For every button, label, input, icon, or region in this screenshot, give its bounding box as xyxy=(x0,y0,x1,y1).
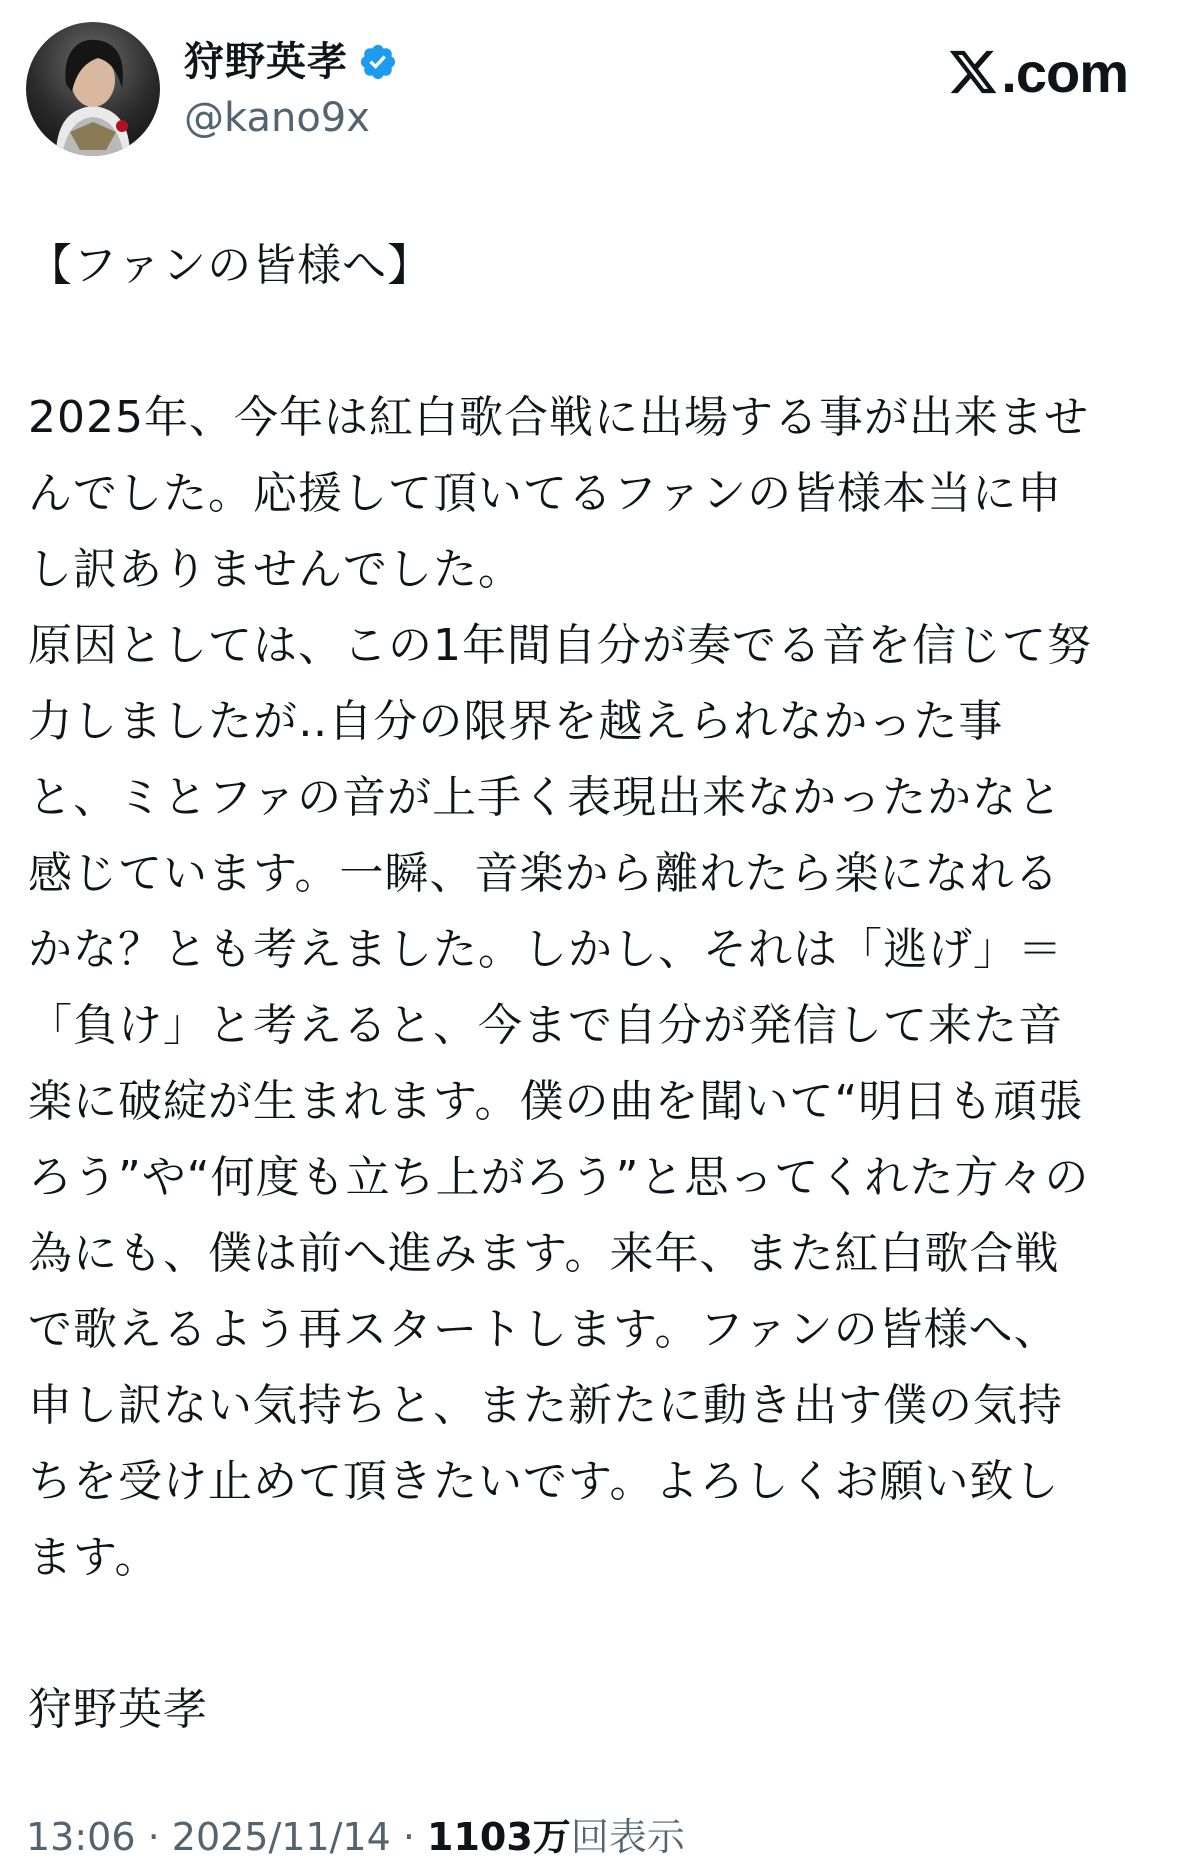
views-count: 1103万 xyxy=(427,1815,571,1859)
avatar-portrait-icon xyxy=(26,22,160,156)
post-body xyxy=(28,228,1158,1748)
verified-badge-icon xyxy=(358,42,398,82)
author-display-name[interactable]: 狩野英孝 xyxy=(184,39,348,85)
author-handle[interactable]: @kano9x xyxy=(184,95,370,141)
post-heading: 【ファンの皆様へ】 xyxy=(28,240,433,291)
meta-separator: · xyxy=(390,1815,428,1859)
post-line: 申し訳ない気持ちと、また新たに動き出す僕の気持 xyxy=(28,1380,1063,1431)
meta-separator: · xyxy=(135,1815,172,1859)
post-signature: 狩野英孝 xyxy=(28,1684,208,1735)
post-line: と、ミとファの音が上手く表現出来なかったかなと xyxy=(28,772,1063,823)
views-label: 回表示 xyxy=(570,1815,685,1859)
post-meta xyxy=(26,1812,685,1862)
post-line: 「負け」と考えると、今まで自分が発信して来た音 xyxy=(28,1000,1063,1051)
post-line: 原因としては、この1年間自分が奏でる音を信じて努 xyxy=(28,620,1092,671)
post-line: 感じています。一瞬、音楽から離れたら楽になれる xyxy=(28,848,1060,899)
post-line: 力しましたが‥自分の限界を越えられなかった事 xyxy=(28,696,1004,747)
post-header xyxy=(0,0,1178,170)
post-line: し訳ありませんでした。 xyxy=(28,544,523,595)
post-line: 為にも、僕は前へ進みます。来年、また紅白歌合戦 xyxy=(28,1228,1060,1279)
post-line: かな？とも考えました。しかし、それは「逃げ」＝ xyxy=(28,924,1063,975)
author-name-row xyxy=(184,34,398,90)
post-line: 2025年、今年は紅白歌合戦に出場する事が出来ませ xyxy=(28,392,1089,443)
x-site-logo xyxy=(947,42,1128,102)
site-domain-text: .com xyxy=(1001,40,1128,104)
post-line: ます。 xyxy=(28,1532,160,1583)
post-line: ちを受け止めて頂きたいです。よろしくお願い致し xyxy=(28,1456,1060,1507)
post-time[interactable]: 13:06 xyxy=(26,1815,136,1859)
post-line: んでした。応援して頂いてるファンの皆様本当に申 xyxy=(28,468,1063,519)
avatar[interactable] xyxy=(26,22,160,156)
x-logo-icon xyxy=(947,46,999,98)
post-line: 楽に破綻が生まれます。僕の曲を聞いて“明日も頑張 xyxy=(28,1076,1084,1127)
post-date[interactable]: 2025/11/14 xyxy=(171,1815,391,1859)
post-line: ろう”や“何度も立ち上がろう”と思ってくれた方々の xyxy=(28,1152,1090,1203)
post-line: で歌えるよう再スタートします。ファンの皆様へ、 xyxy=(28,1304,1059,1355)
